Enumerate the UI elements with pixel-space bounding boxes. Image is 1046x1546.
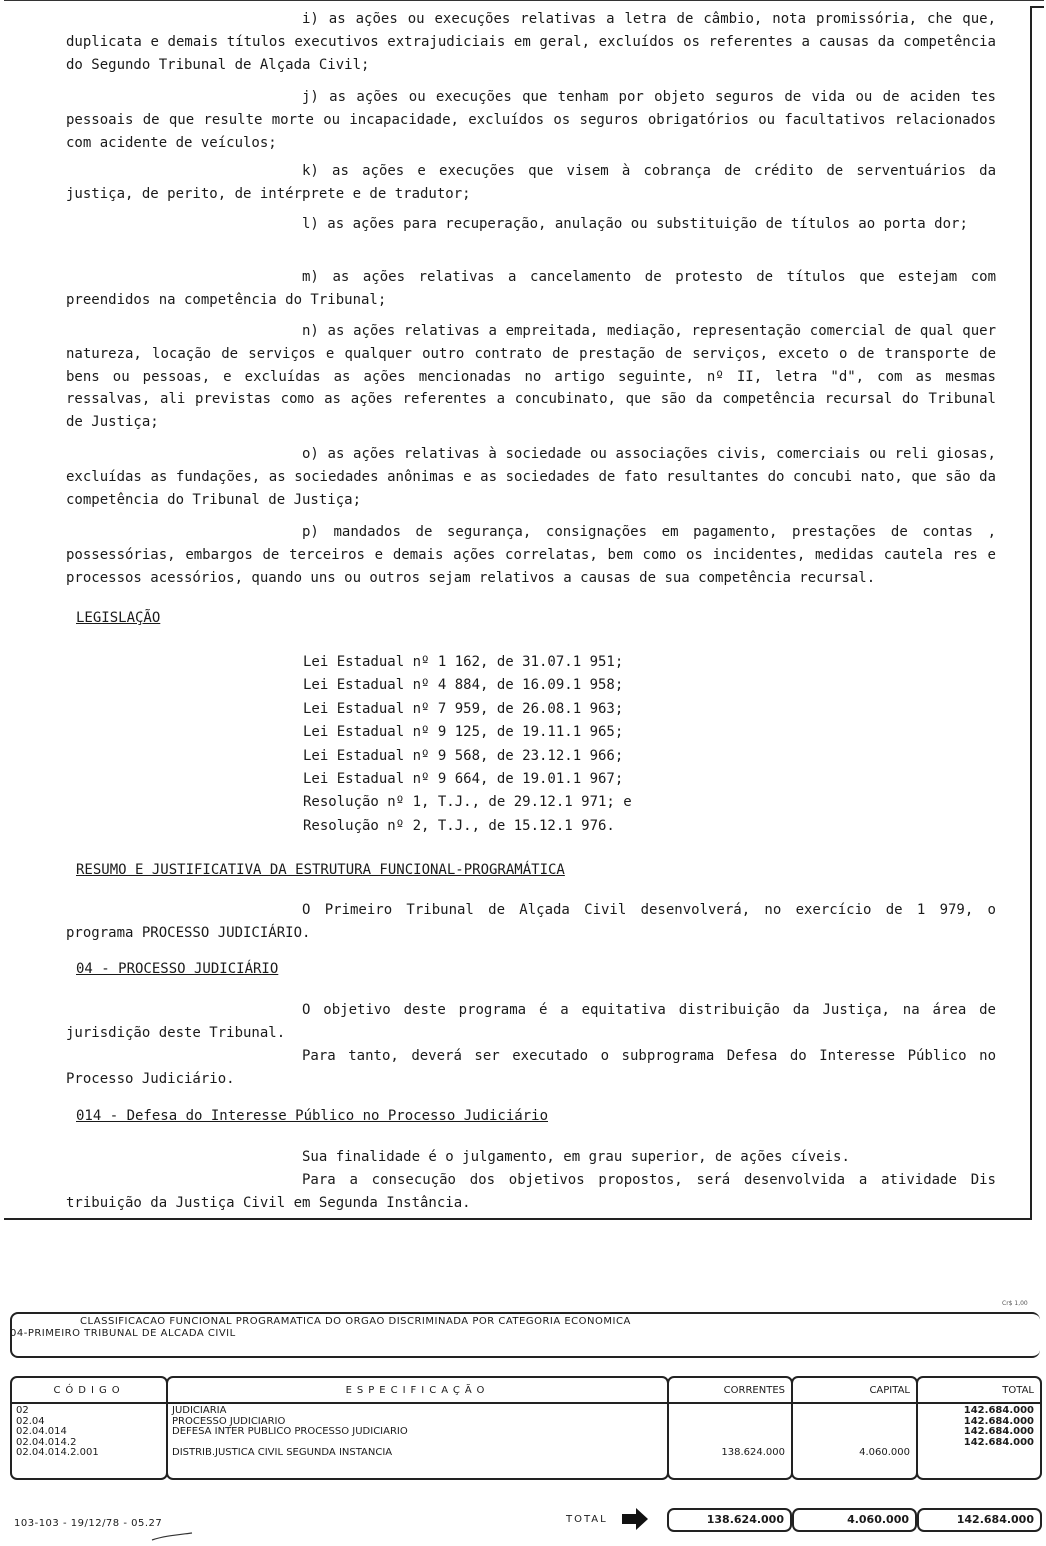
arrow-right-icon — [622, 1508, 648, 1530]
legislacao-item: Lei Estadual nº 4 884, de 16.09.1 958; — [303, 677, 624, 694]
paragraph-item-n: n) as ações relativas a empreitada, mediação, representação comercial de qual quer natureza, locação de serviços e qualquer outro contrato de prestação de serviços, exceto o de transporte de bens ou pessoas, e excluídas as ações mencionadas no artigo seguinte, nº II, letra "d", com as mesmas ressalvas, ali previstas como as ações referentes a concubinato, que são da competência recursal do Tribunal de Justiça; — [66, 323, 996, 431]
budget-report — [0, 1296, 1046, 1546]
frame-right-line — [1030, 6, 1032, 1220]
correntes-values: 138.624.000 — [721, 1447, 785, 1459]
header-total: TOTAL — [918, 1380, 1040, 1404]
column-capital — [791, 1376, 918, 1480]
paragraph-item-k: k) as ações e execuções que visem à cobrança de crédito de serventuários da justiça, de perito, de intérprete e de tradutor; — [66, 163, 996, 202]
legislacao-item: Resolução nº 2, T.J., de 15.12.1 976. — [303, 817, 615, 834]
header-codigo: CÓDIGO — [12, 1380, 166, 1404]
column-especificacao — [166, 1376, 669, 1480]
report-footer-id: 103-103 - 19/12/78 - 05.27 — [14, 1518, 163, 1529]
legislacao-heading: LEGISLAÇÃO — [76, 610, 161, 626]
frame-bottom-line — [4, 1218, 1032, 1220]
resumo-paragraph: O Primeiro Tribunal de Alçada Civil desenvolverá, no exercício de 1 979, o programa PROCESSO JUDICIÁRIO. — [66, 902, 996, 941]
legislacao-item: Lei Estadual nº 1 162, de 31.07.1 951; — [303, 654, 624, 670]
paragraph-item-l: l) as ações para recuperação, anulação ou substituição de títulos ao porta dor; — [302, 216, 968, 232]
header-capital: CAPITAL — [793, 1380, 916, 1404]
column-correntes — [667, 1376, 793, 1480]
currency-note: Cr$ 1,00 — [1002, 1300, 1028, 1307]
paragraph-item-i: i) as ações ou execuções relativas a letra de câmbio, nota promissória, che que, duplicata e demais títulos executivos extrajudiciais em geral, excluídos os referentes a causas da competência do Segundo Tribunal de Alçada Civil; — [66, 11, 996, 73]
programa-paragraph-2: Para tanto, deverá ser executado o subprograma Defesa do Interesse Público no Processo Judiciário. — [66, 1048, 996, 1087]
total-capital-box: 4.060.000 — [792, 1508, 917, 1532]
legislacao-item: Lei Estadual nº 9 664, de 19.01.1 967; — [303, 771, 624, 788]
header-especificacao: ESPECIFICAÇÃO — [168, 1380, 667, 1404]
subprograma-heading: 014 - Defesa do Interesse Público no Processo Judiciário — [76, 1108, 549, 1124]
paragraph-item-j: j) as ações ou execuções que tenham por objeto seguros de vida ou de aciden tes pessoais de que resulte morte ou incapacidade, excluídos os seguros obrigatórios ou facultativos relacionados com acidente de veículos; — [66, 89, 996, 151]
total-total-box: 142.684.000 — [917, 1508, 1042, 1532]
header-correntes: CORRENTES — [669, 1380, 791, 1404]
subprograma-paragraph-2: Para a consecução dos objetivos propostos, será desenvolvida a atividade Dis tribuição da Justiça Civil em Segunda Instância. — [66, 1172, 996, 1211]
paragraph-item-p: p) mandados de segurança, consignações em pagamento, prestações de contas , possessórias, embargos de terceiros e demais ações correlatas, bem como os incidentes, medidas cautela res e processos acessórios, quando uns ou outros sejam relativos a causas de sua competência recursal. — [66, 524, 996, 586]
frame-top-line — [4, 0, 1044, 1]
report-title: CLASSIFICACAO FUNCIONAL PROGRAMATICA DO ORGAO DISCRIMINADA POR CATEGORIA ECONOMICA — [80, 1316, 631, 1327]
total-label: TOTAL — [566, 1514, 608, 1525]
column-total — [916, 1376, 1042, 1480]
paragraph-item-m: m) as ações relativas a cancelamento de protesto de títulos que estejam com preendidos na competência do Tribunal; — [66, 269, 996, 308]
pen-mark — [150, 1532, 194, 1542]
capital-values: 4.060.000 — [859, 1447, 910, 1459]
total-correntes-box: 138.624.000 — [667, 1508, 792, 1532]
total-values: 142.684.000 142.684.000 142.684.000 142.684.000 — [963, 1405, 1034, 1448]
codigo-values: 02 02.04 02.04.014 02.04.014.2 02.04.014.2.001 — [16, 1405, 99, 1459]
resumo-heading: RESUMO E JUSTIFICATIVA DA ESTRUTURA FUNCIONAL-PROGRAMÁTICA — [76, 862, 565, 878]
legislacao-item: Lei Estadual nº 7 959, de 26.08.1 963; — [303, 700, 624, 717]
especificacao-values: JUDICIARIA PROCESSO JUDICIARIO DEFESA INTER PUBLICO PROCESSO JUDICIARIO DISTRIB.JUSTICA CIVIL SEGUNDA INSTANCIA — [172, 1405, 408, 1459]
legislacao-item: Lei Estadual nº 9 568, de 23.12.1 966; — [303, 747, 624, 764]
subprograma-paragraph-1: Sua finalidade é o julgamento, em grau superior, de ações cíveis. — [302, 1149, 850, 1165]
legislacao-item: Lei Estadual nº 9 125, de 19.11.1 965; — [303, 724, 624, 741]
classification-table — [10, 1376, 1042, 1480]
programa-heading: 04 - PROCESSO JUDICIÁRIO — [76, 961, 279, 977]
legislacao-item: Resolução nº 1, T.J., de 29.12.1 971; e — [303, 794, 632, 811]
report-orgao: 04-PRIMEIRO TRIBUNAL DE ALCADA CIVIL — [10, 1328, 236, 1339]
paragraph-item-o: o) as ações relativas à sociedade ou associações civis, comerciais ou reli giosas, excluídas as fundações, as sociedades anônimas e as sociedades de fato resultantes do concubi nato, que são da competência do Tribunal de Justiça; — [66, 446, 996, 508]
programa-paragraph-1: O objetivo deste programa é a equitativa distribuição da Justiça, na área de jurisdição deste Tribunal. — [66, 1002, 996, 1041]
legislacao-list — [303, 651, 632, 838]
column-codigo — [10, 1376, 168, 1480]
frame-corner-tick — [1030, 6, 1044, 8]
